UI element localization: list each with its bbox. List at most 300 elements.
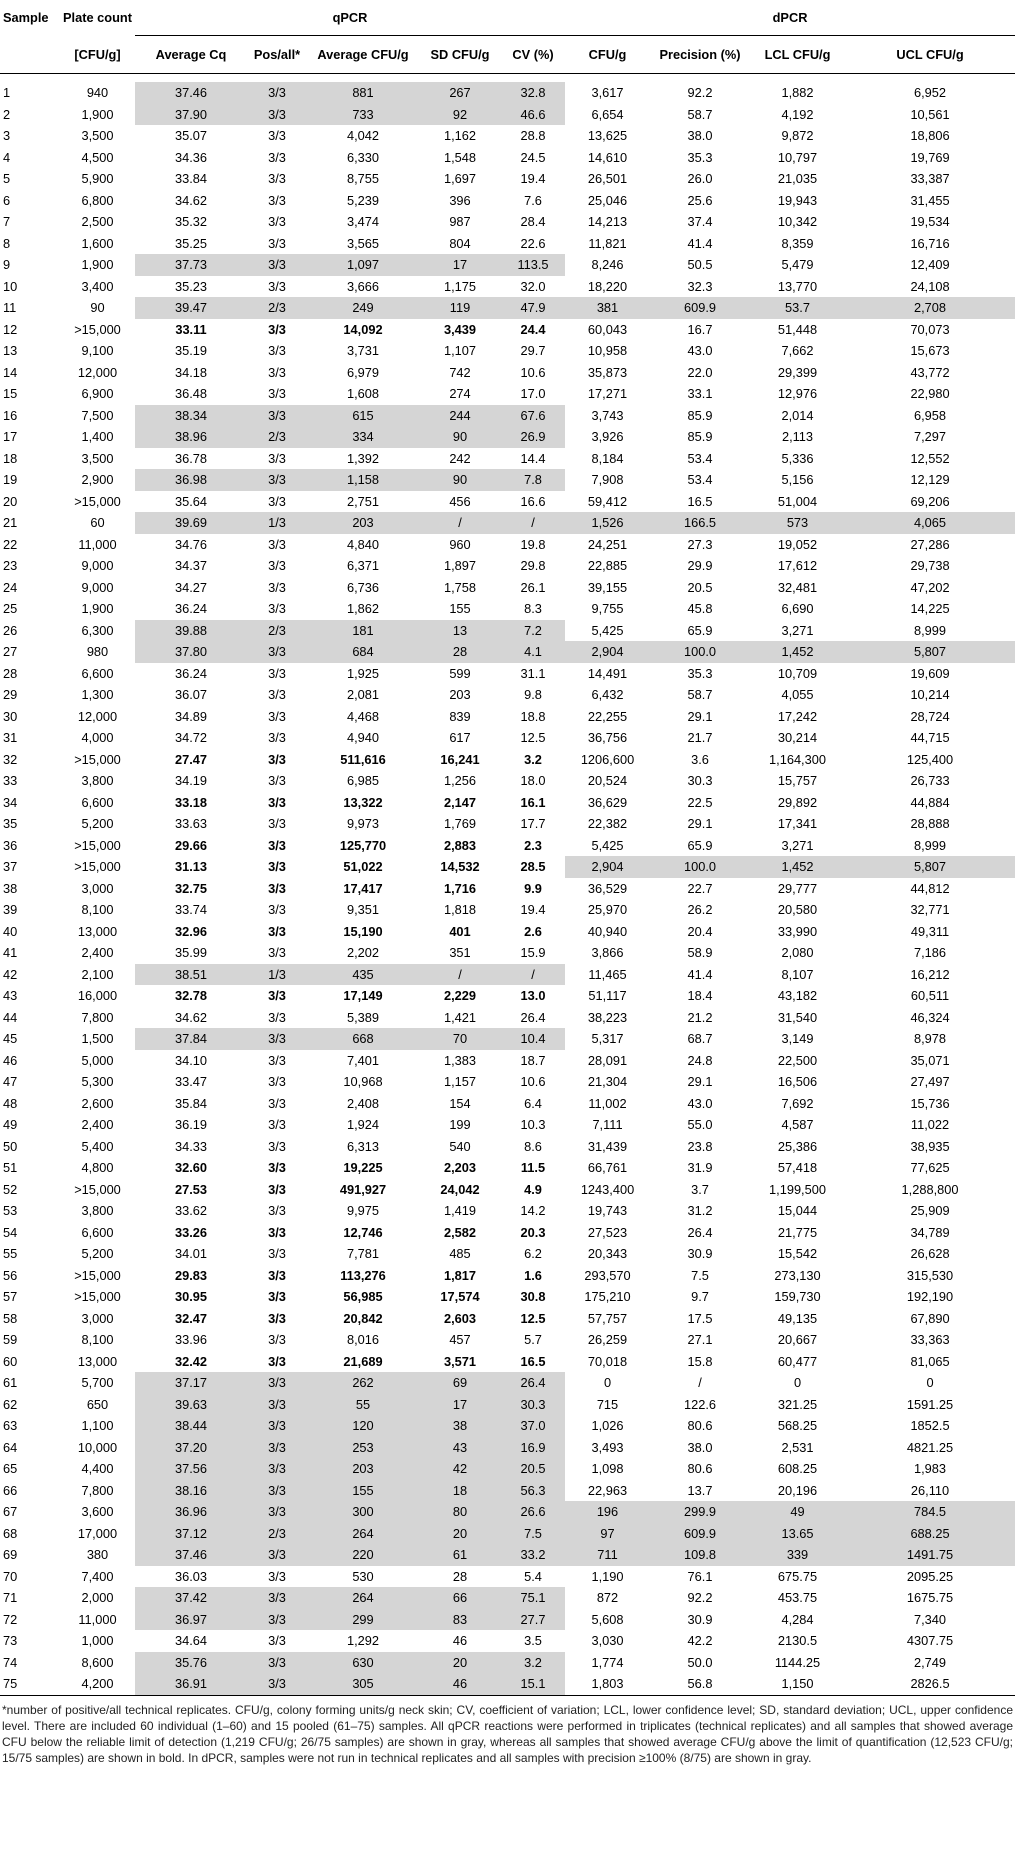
cell-plate-count: 4,800 [81,1160,114,1176]
cell-cv: 26.4 [501,1372,565,1394]
cell-cv: 20.3 [520,1224,546,1240]
cell-sample: 67 [3,1504,18,1520]
cell-dpcr-cfu: 7,111 [592,1117,623,1133]
table-row [0,1136,1015,1158]
cell-cv: 4.1 [501,641,565,663]
cell-sample: 61 [3,1375,18,1391]
cell-average-cq: 39.47 [135,297,247,319]
cell-average-cfu: 13,322 [343,794,383,810]
cell-average-cq: 33.63 [174,816,208,832]
col-header-cv: CV (%) [501,36,565,74]
cell-average-cq: 38.96 [135,426,247,448]
cell-lcl: 0 [793,1375,802,1391]
cell-sample: 59 [3,1332,18,1348]
cell-plate-count: >15,000 [74,837,121,853]
cell-average-cq: 34.37 [174,558,208,574]
cell-ucl: 12,552 [910,450,950,466]
cell-cv: 19.8 [520,536,546,552]
table-row [0,362,1015,384]
cell-cv: 75.1 [501,1587,565,1609]
cell-sd-cfu: 13 [419,620,501,642]
cell-plate-count: 3,500 [81,450,114,466]
cell-sample: 35 [3,816,18,832]
cell-cv: 7.5 [501,1523,565,1545]
table-row [0,985,1015,1007]
cell-cv: 3.5 [524,1633,542,1649]
cell-lcl: 20,580 [777,902,818,918]
cell-cv: 10.6 [520,364,546,380]
cell-average-cq: 39.88 [135,620,247,642]
cell-cv: 16.6 [520,493,546,509]
cell-sd-cfu: 351 [449,945,471,961]
cell-pos-all: 3/3 [268,1095,286,1111]
cell-sd-cfu: 90 [419,426,501,448]
table-row [0,1372,1015,1394]
cell-plate-count: 4,400 [81,1461,114,1477]
cell-cv: 24.4 [520,321,546,337]
cell-cv: 7.8 [501,469,565,491]
cell-average-cq: 37.73 [135,254,247,276]
cell-plate-count: 1,000 [81,1633,114,1649]
table-row [0,555,1015,577]
cell-average-cq: 35.07 [174,128,208,144]
cell-plate-count: 5,900 [81,171,114,187]
cell-precision: 109.8 [650,1544,750,1566]
cell-average-cfu: 6,371 [346,558,380,574]
cell-sample: 23 [3,558,18,574]
cell-pos-all: 3/3 [268,988,286,1004]
cell-lcl: 568.25 [777,1418,818,1434]
table-row [0,792,1015,814]
cell-cv: / [501,964,565,986]
cell-plate-count: 2,600 [81,1095,114,1111]
cell-pos-all: 3/3 [268,149,286,165]
cell-sd-cfu: 1,256 [443,773,477,789]
cell-sample: 69 [3,1547,18,1563]
cell-pos-all: 3/3 [247,1652,307,1674]
cell-sd-cfu: 154 [449,1095,471,1111]
cell-plate-count: 2,100 [81,966,114,982]
cell-average-cq: 34.62 [174,1009,208,1025]
cell-ucl: 10,561 [910,106,950,122]
cell-lcl: 9,872 [781,128,814,144]
cell-ucl: 81,065 [910,1353,950,1369]
cell-precision: 16.5 [687,493,713,509]
cell-ucl: 19,609 [910,665,950,681]
cell-pos-all: 3/3 [268,321,286,337]
cell-ucl: 2095.25 [906,1568,954,1584]
cell-dpcr-cfu: 27,523 [587,1224,628,1240]
cell-ucl: 8,978 [914,1031,947,1047]
cell-average-cfu: 14,092 [343,321,383,337]
cell-lcl: 13,770 [777,278,818,294]
cell-sample: 49 [3,1117,18,1133]
cell-ucl: 69,206 [910,493,950,509]
cell-precision: 13.7 [687,1482,713,1498]
cell-dpcr-cfu: 19,743 [587,1203,628,1219]
cell-average-cfu: 6,736 [346,579,380,595]
cell-sd-cfu: 70 [419,1028,501,1050]
cell-ucl: 16,716 [910,235,950,251]
cell-average-cfu: 6,979 [346,364,380,380]
cell-lcl: 43,182 [777,988,818,1004]
cell-pos-all: 3/3 [268,1267,286,1283]
cell-average-cfu: 684 [307,641,419,663]
cell-sd-cfu: 69 [419,1372,501,1394]
cell-plate-count: >15,000 [74,1181,121,1197]
cell-sd-cfu: 1,383 [443,1052,477,1068]
cell-lcl: 321.25 [777,1396,818,1412]
cell-lcl: 22,500 [777,1052,818,1068]
cell-sd-cfu: 2,229 [443,988,477,1004]
cell-cv: / [501,512,565,534]
table-row [0,340,1015,362]
table-row [0,1351,1015,1373]
cell-cv: 26.9 [501,426,565,448]
cell-lcl: 3,271 [781,837,814,853]
cell-ucl: 70,073 [910,321,950,337]
cell-ucl: 6,952 [914,85,947,101]
cell-average-cq: 33.11 [175,321,207,337]
cell-plate-count: >15,000 [74,321,121,337]
cell-average-cq: 35.23 [174,278,208,294]
cell-plate-count: 4,000 [81,730,114,746]
cell-ucl: 44,715 [910,730,950,746]
cell-dpcr-cfu: 1,098 [591,1461,624,1477]
table-row [0,104,1015,126]
table-row [0,899,1015,921]
cell-ucl: 192,190 [906,1289,954,1305]
cell-dpcr-cfu: 57,757 [587,1310,628,1326]
cell-lcl: 51,004 [777,493,818,509]
cell-ucl: 15,736 [910,1095,950,1111]
table-row [0,942,1015,964]
table-row [0,534,1015,556]
cell-ucl: 26,733 [910,773,950,789]
cell-average-cq: 36.24 [174,665,208,681]
cell-cv: 14.2 [520,1203,546,1219]
cell-cv: 47.9 [501,297,565,319]
cell-plate-count: 1,300 [81,687,114,703]
cell-average-cfu: 1,862 [346,601,380,617]
col-header-sample: Sample [3,10,49,26]
spacer-row [0,74,1015,83]
cell-sd-cfu: 155 [449,601,471,617]
table-row [0,254,1015,276]
cell-plate-count: 5,400 [81,1138,114,1154]
cell-sample: 43 [3,988,18,1004]
cell-sd-cfu: 2,582 [443,1224,477,1240]
cell-average-cq: 38.34 [135,405,247,427]
cell-plate-count: 12,000 [77,364,118,380]
cell-sample: 50 [3,1138,18,1154]
cell-average-cq: 36.97 [135,1609,247,1631]
cell-plate-count: 6,600 [81,665,114,681]
cell-sd-cfu: 1,697 [443,171,477,187]
cell-sample: 66 [3,1482,18,1498]
table-row [0,770,1015,792]
cell-cv: 29.7 [520,343,546,359]
cell-cv: 30.8 [520,1289,546,1305]
cell-sample: 64 [3,1439,18,1455]
cell-cv: 8.3 [524,601,542,617]
cell-average-cq: 32.60 [174,1160,208,1176]
cell-pos-all: 3/3 [268,601,286,617]
cell-sd-cfu: 119 [419,297,501,319]
cell-plate-count: 2,400 [81,945,114,961]
cell-sample: 71 [3,1590,18,1606]
cell-pos-all: 3/3 [268,235,286,251]
cell-ucl: 4,065 [845,512,1015,534]
cell-average-cfu: 300 [307,1501,419,1523]
cell-ucl: 35,071 [910,1052,950,1068]
cell-plate-count: 2,500 [81,214,114,230]
cell-pos-all: 3/3 [247,1415,307,1437]
cell-ucl: 2826.5 [845,1673,1015,1695]
col-header-precision: Precision (%) [650,36,750,74]
cell-cv: 19.4 [520,902,546,918]
cell-dpcr-cfu: 26,259 [587,1332,628,1348]
cell-lcl: 273,130 [774,1267,821,1283]
cell-sd-cfu: 1,817 [443,1267,477,1283]
cell-average-cfu: 262 [307,1372,419,1394]
cell-precision: 22.5 [687,794,713,810]
cell-sd-cfu: 43 [419,1437,501,1459]
cell-sample: 9 [3,257,11,273]
cell-plate-count: 2,900 [81,472,114,488]
cell-average-cfu: 9,351 [346,902,380,918]
cell-plate-count: 6,600 [81,1224,114,1240]
cell-sd-cfu: 401 [449,923,471,939]
col-header-blank [0,36,60,74]
cell-sd-cfu: / [419,964,501,986]
table-row [0,1609,1015,1631]
cell-sd-cfu: 46 [452,1633,468,1649]
cell-lcl: 675.75 [777,1568,818,1584]
cell-plate-count: 6,600 [81,794,114,810]
cell-cv: 18.0 [520,773,546,789]
table-row [0,878,1015,900]
cell-pos-all: 3/3 [268,1224,286,1240]
cell-precision: 58.7 [687,106,713,122]
cell-lcl: 2,531 [781,1439,814,1455]
cell-cv: 15.1 [501,1673,565,1695]
cell-pos-all: 3/3 [268,493,286,509]
cell-precision: 20.5 [687,579,713,595]
cell-cv: 16.9 [501,1437,565,1459]
cell-average-cfu: 203 [307,512,419,534]
cell-precision: 43.0 [687,1095,713,1111]
cell-lcl: 15,542 [777,1246,818,1262]
cell-sample: 14 [3,364,18,380]
cell-lcl: 15,044 [777,1203,818,1219]
table-row [0,491,1015,513]
cell-precision: 56.8 [650,1673,750,1695]
cell-sd-cfu: 46 [419,1673,501,1695]
cell-pos-all: 3/3 [268,579,286,595]
cell-average-cq: 38.44 [135,1415,247,1437]
cell-dpcr-cfu: 0 [603,1375,612,1391]
cell-sd-cfu: 17,574 [440,1289,480,1305]
cell-average-cq: 34.72 [174,730,208,746]
col-header-unit: [CFU/g] [60,36,135,74]
table-row [0,1157,1015,1179]
cell-lcl: 49,135 [777,1310,818,1326]
table-row [0,1308,1015,1330]
cell-precision: 17.5 [687,1310,713,1326]
cell-sd-cfu: 17 [419,1394,501,1416]
cell-pos-all: 2/3 [247,620,307,642]
cell-ucl: 14,225 [910,601,950,617]
cell-sd-cfu: 3,439 [443,321,477,337]
cell-lcl: 1,150 [750,1673,845,1695]
cell-lcl: 30,214 [777,730,818,746]
cell-ucl: 67,890 [910,1310,950,1326]
cell-sd-cfu: 1,818 [443,902,477,918]
cell-sd-cfu: 1,716 [443,880,477,896]
cell-average-cfu: 220 [307,1544,419,1566]
cell-pos-all: 3/3 [268,450,286,466]
cell-cv: 18.7 [520,1052,546,1068]
cell-pos-all: 3/3 [268,945,286,961]
cell-cv: 5.7 [524,1332,542,1348]
cell-lcl: 2130.5 [777,1633,818,1649]
table-row [0,856,1015,878]
cell-pos-all: 3/3 [247,104,307,126]
cell-dpcr-cfu: 20,524 [587,773,628,789]
cell-sample: 32 [3,751,18,767]
cell-sample: 18 [3,450,18,466]
cell-precision: 68.7 [687,1031,713,1047]
cell-ucl: 18,806 [910,128,950,144]
cell-average-cq: 34.36 [174,149,208,165]
cell-average-cfu: 7,401 [346,1052,380,1068]
cell-ucl: 10,214 [910,687,950,703]
cell-lcl: 8,107 [781,966,814,982]
cell-pos-all: 3/3 [268,1289,286,1305]
cell-precision: 29.9 [687,558,713,574]
cell-sample: 73 [3,1633,18,1649]
cell-ucl: 28,724 [910,708,950,724]
col-header-plate-count: Plate count [63,10,132,26]
cell-average-cfu: 55 [307,1394,419,1416]
cell-cv: 22.6 [520,235,546,251]
cell-sd-cfu: / [419,512,501,534]
table-row [0,383,1015,405]
table-row [0,168,1015,190]
cell-dpcr-cfu: 14,610 [587,149,628,165]
cell-ucl: 46,324 [910,1009,950,1025]
cell-sample: 12 [3,321,18,337]
cell-ucl: 784.5 [845,1501,1015,1523]
cell-average-cq: 37.56 [135,1458,247,1480]
cell-average-cfu: 113,276 [340,1267,386,1283]
cell-precision: 92.2 [687,1590,713,1606]
cell-sample: 41 [3,945,18,961]
cell-plate-count: 7,400 [81,1568,114,1584]
cell-lcl: 32,481 [777,579,818,595]
cell-average-cq: 27.47 [174,751,208,767]
cell-sd-cfu: 244 [419,405,501,427]
cell-average-cfu: 1,924 [346,1117,380,1133]
cell-dpcr-cfu: 8,246 [591,257,624,273]
cell-lcl: 453.75 [777,1590,818,1606]
cell-dpcr-cfu: 9,755 [591,601,624,617]
cell-ucl: 19,769 [910,149,950,165]
cell-pos-all: 3/3 [247,1587,307,1609]
cell-sd-cfu: 987 [449,214,471,230]
cell-plate-count: 16,000 [77,988,118,1004]
cell-ucl: 7,297 [914,429,947,445]
cell-sample: 36 [3,837,18,853]
cell-plate-count: 2,400 [81,1117,114,1133]
cell-dpcr-cfu: 22,963 [587,1482,628,1498]
cell-dpcr-cfu: 8,184 [591,450,624,466]
cell-average-cfu: 12,746 [343,1224,383,1240]
cell-precision: 22.7 [687,880,713,896]
cell-lcl: 2,014 [781,407,814,423]
cell-sample: 5 [3,171,11,187]
cell-pos-all: 3/3 [268,1203,286,1219]
cell-sd-cfu: 1,758 [443,579,477,595]
cell-sd-cfu: 92 [419,104,501,126]
cell-lcl: 17,612 [777,558,818,574]
cell-precision: 24.8 [687,1052,713,1068]
cell-precision: 41.4 [687,966,713,982]
cell-precision: 42.2 [687,1633,713,1649]
cell-pos-all: 3/3 [268,386,286,402]
cell-lcl: 7,692 [781,1095,814,1111]
cell-plate-count: 3,800 [81,1203,114,1219]
cell-average-cq: 35.64 [174,493,208,509]
cell-precision: 3.7 [691,1181,709,1197]
cell-lcl: 53.7 [750,297,845,319]
cell-pos-all: 3/3 [268,1332,286,1348]
cell-precision: 43.0 [687,343,713,359]
cell-sd-cfu: 66 [419,1587,501,1609]
cell-precision: 41.4 [687,235,713,251]
cell-average-cfu: 9,973 [346,816,380,832]
cell-average-cq: 36.48 [174,386,208,402]
cell-precision: 3.6 [691,751,709,767]
cell-ucl: 26,110 [910,1482,950,1498]
cell-dpcr-cfu: 5,608 [591,1611,624,1627]
table-row [0,211,1015,233]
cell-sample: 42 [3,966,18,982]
cell-pos-all: 3/3 [268,558,286,574]
cell-average-cfu: 4,840 [346,536,380,552]
cell-lcl: 21,775 [777,1224,818,1240]
cell-average-cq: 36.96 [135,1501,247,1523]
cell-average-cq: 32.42 [174,1353,208,1369]
cell-lcl: 17,341 [777,816,818,832]
cell-precision: 31.2 [687,1203,713,1219]
cell-ucl: 5,807 [845,856,1015,878]
cell-pos-all: 3/3 [247,1437,307,1459]
cell-dpcr-cfu: 381 [565,297,650,319]
cell-lcl: 31,540 [777,1009,818,1025]
cell-average-cq: 39.69 [135,512,247,534]
cell-sample: 52 [3,1181,18,1197]
cell-sd-cfu: 199 [449,1117,471,1133]
cell-average-cfu: 7,781 [346,1246,380,1262]
cell-cv: 56.3 [501,1480,565,1502]
cell-pos-all: 3/3 [268,1160,286,1176]
cell-plate-count: 1,900 [81,601,114,617]
cell-average-cfu: 203 [307,1458,419,1480]
cell-sd-cfu: 16,241 [440,751,480,767]
cell-cv: 16.5 [520,1353,546,1369]
